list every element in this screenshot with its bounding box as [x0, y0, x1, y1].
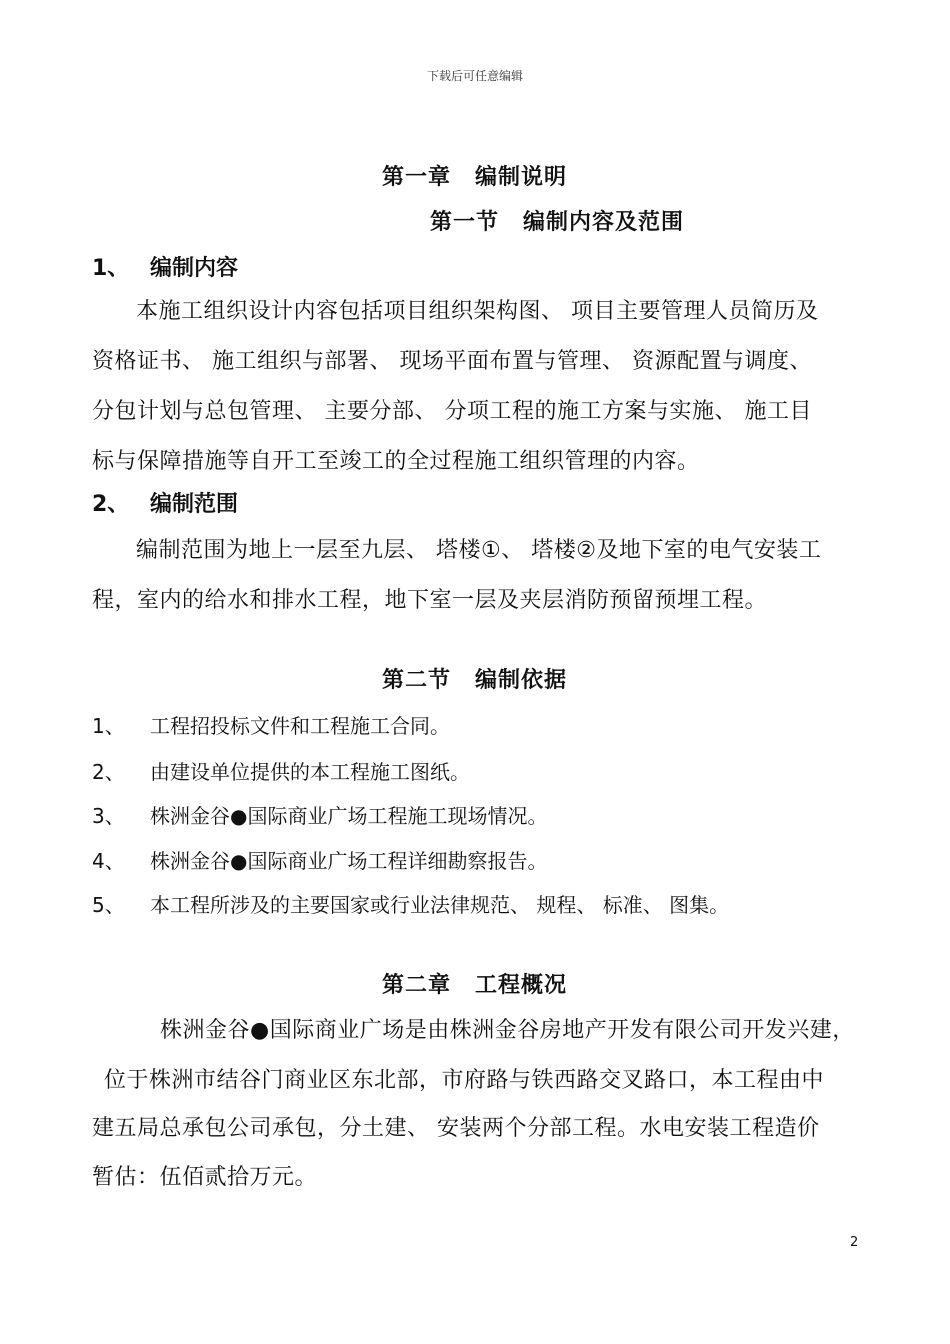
subsection-1-heading	[92, 251, 238, 282]
page-header: 下载后可任意编辑	[426, 69, 523, 83]
paragraph-line: 分包计划与总包管理、 主要分部、 分项工程的施工方案与实施、 施工目	[92, 399, 812, 424]
basis-item: 5、 本工程所涉及的主要国家或行业法律规范、 规程、 标准、 图集。	[92, 893, 730, 917]
section-2-number: 第二节	[382, 668, 452, 693]
paragraph-line: 资格证书、 施工组织与部署、 现场平面布置与管理、 资源配置与调度、	[92, 349, 812, 374]
section-2-title: 编制依据	[475, 668, 568, 693]
section-1-heading	[430, 205, 684, 236]
basis-item: 3、 株洲金谷●国际商业广场工程施工现场情况。	[92, 804, 548, 828]
paragraph-line: 程，室内的给水和排水工程，地下室一层及夹层消防预留预埋工程。	[92, 588, 768, 613]
basis-item: 2、 由建设单位提供的本工程施工图纸。	[92, 760, 470, 784]
chapter-2-heading	[382, 968, 567, 999]
page-number: 2	[850, 1235, 859, 1250]
paragraph-line: 位于株洲市结谷门商业区东北部，市府路与铁西路交叉路口，本工程由中	[104, 1068, 825, 1093]
basis-item: 1、 工程招投标文件和工程施工合同。	[92, 714, 450, 738]
chapter-2-number: 第二章	[382, 973, 452, 998]
subsection-2-title: 编制范围	[150, 492, 239, 517]
paragraph-line: 标与保障措施等自开工至竣工的全过程施工组织管理的内容。	[92, 449, 700, 474]
subsection-1-title: 编制内容	[150, 256, 239, 281]
basis-item: 4、 株洲金谷●国际商业广场工程详细勘察报告。	[92, 849, 548, 873]
paragraph-line: 株洲金谷●国际商业广场是由株洲金谷房地产开发有限公司开发兴建，	[160, 1018, 855, 1043]
chapter-1-heading	[382, 160, 567, 191]
chapter-2-title: 工程概况	[475, 973, 568, 998]
subsection-1-number: 1、	[92, 256, 130, 281]
section-1-title: 编制内容及范围	[523, 210, 685, 235]
section-2-heading	[382, 663, 567, 694]
chapter-1-title: 编制说明	[475, 165, 568, 190]
chapter-1-number: 第一章	[382, 165, 452, 190]
paragraph-line: 建五局总承包公司承包，分土建、 安装两个分部工程。水电安装工程造价	[92, 1116, 820, 1141]
subsection-2-heading	[92, 487, 238, 518]
paragraph-line: 暂估：伍佰贰拾万元。	[92, 1165, 318, 1190]
paragraph-line: 编制范围为地上一层至九层、 塔楼①、 塔楼②及地下室的电气安装工	[136, 538, 822, 563]
section-1-number: 第一节	[430, 210, 500, 235]
paragraph-line: 本施工组织设计内容包括项目组织架构图、 项目主要管理人员简历及	[136, 299, 819, 324]
subsection-2-number: 2、	[92, 492, 130, 517]
